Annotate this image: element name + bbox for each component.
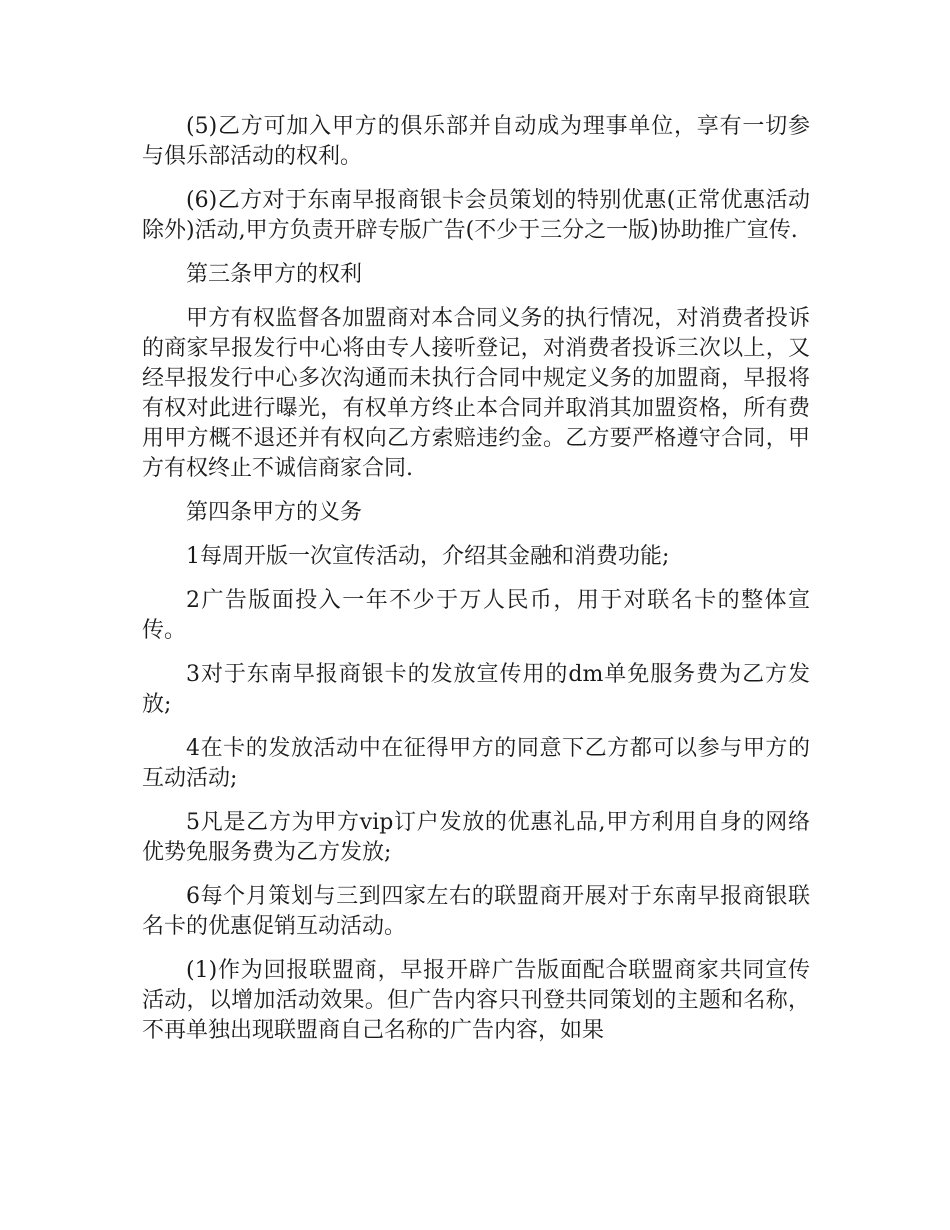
clause-5-paragraph: (5)乙方可加入甲方的俱乐部并自动成为理事单位，享有一切参与俱乐部活动的权利。 xyxy=(142,114,810,169)
duty-2-paragraph: 2广告版面投入一年不少于万人民币，用于对联名卡的整体宣传。 xyxy=(142,588,810,643)
duty-4-paragraph: 4在卡的发放活动中在征得甲方的同意下乙方都可以参与甲方的互动活动; xyxy=(142,736,810,791)
duty-5-paragraph: 5凡是乙方为甲方vip订户发放的优惠礼品,甲方利用自身的网络优势免服务费为乙方发放; xyxy=(142,810,810,865)
article-4-heading: 第四条甲方的义务 xyxy=(186,500,363,525)
article-3-body-paragraph: 甲方有权监督各加盟商对本合同义务的执行情况，对消费者投诉的商家早报发行中心将由专人接听登记，对消费者投诉三次以上，又经早报发行中心多次沟通而未执行合同中规定义务的加盟商，早报将有权对此进行曝光，有权单方终止本合同并取消其加盟资格，所有费用甲方概不退还并有权向乙方索赔违约金。乙方要严格遵守合同，甲方有权终止不诚信商家合同. xyxy=(142,306,810,481)
article-3-heading: 第三条甲方的权利 xyxy=(186,262,363,287)
sub-clause-1-paragraph: (1)作为回报联盟商，早报开辟广告版面配合联盟商家共同宣传活动，以增加活动效果。但广告内容只刊登共同策划的主题和名称，不再单独出现联盟商自己名称的广告内容，如果 xyxy=(142,958,810,1043)
document-page xyxy=(142,112,810,1060)
duty-3-paragraph: 3对于东南早报商银卡的发放宣传用的dm单免服务费为乙方发放; xyxy=(142,662,810,717)
clause-6-paragraph: (6)乙方对于东南早报商银卡会员策划的特别优惠(正常优惠活动除外)活动,甲方负责开辟专版广告(不少于三分之一版)协助推广宣传. xyxy=(142,188,810,243)
duty-1-paragraph: 1每周开版一次宣传活动，介绍其金融和消费功能; xyxy=(186,544,670,569)
duty-6-paragraph: 6每个月策划与三到四家左右的联盟商开展对于东南早报商银联名卡的优惠促销互动活动。 xyxy=(142,884,810,939)
